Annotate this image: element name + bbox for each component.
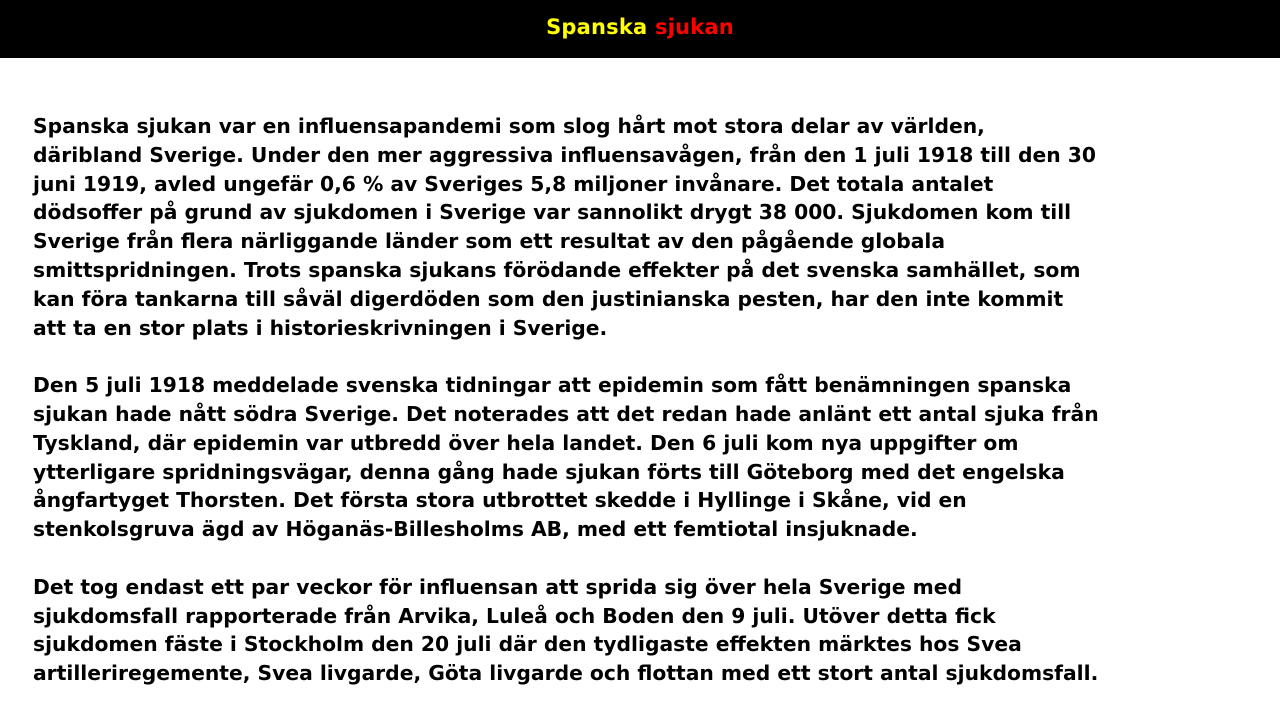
text-line: däribland Sverige. Under den mer aggressiva influensavågen, från den 1 juli 1918 till den 30 [33, 142, 1097, 167]
text-line: Tyskland, där epidemin var utbredd över hela landet. Den 6 juli kom nya uppgifter om [33, 430, 1019, 455]
title-word-sjukan: sjukan [654, 15, 734, 39]
text-line: sjukan hade nått södra Sverige. Det noterades att det redan hade anlänt ett antal sjuka från [33, 401, 1099, 426]
text-line: Sverige från flera närliggande länder som ett resultat av den pågående globala [33, 229, 946, 254]
text-line: kan föra tankarna till såväl digerdöden som den justinianska pesten, har den inte kommit [33, 286, 1064, 311]
text-line: juni 1919, avled ungefär 0,6 % av Sveriges 5,8 miljoner invånare. Det totala antalet [33, 171, 994, 196]
text-line: att ta en stor plats i historieskrivningen i Sverige. [33, 315, 608, 340]
text-line: dödsoffer på grund av sjukdomen i Sverige var sannolikt drygt 38 000. Sjukdomen kom till [33, 200, 1072, 225]
text-line: Den 5 juli 1918 meddelade svenska tidningar att epidemin som fått benämningen spanska [33, 373, 1072, 398]
text-line: Det tog endast ett par veckor för influensan att sprida sig över hela Sverige med [33, 574, 963, 599]
text-line: smittspridningen. Trots spanska sjukans förödande effekter på det svenska samhället, som [33, 257, 1081, 282]
paragraph-2 [33, 371, 1265, 544]
text-line: stenkolsgruva ägd av Höganäs-Billesholms AB, med ett femtiotal insjuknade. [33, 517, 918, 542]
text-line: artilleriregemente, Svea livgarde, Göta livgarde och flottan med ett stort antal sjukdomsfall. [33, 661, 1099, 686]
title-bar [0, 0, 1280, 58]
text-line: sjukdomsfall rapporterade från Arvika, Luleå och Boden den 9 juli. Utöver detta fick [33, 603, 996, 628]
article-body [33, 112, 1265, 717]
text-line: Spanska sjukan var en influensapandemi som slog hårt mot stora delar av världen, [33, 114, 985, 138]
page-title [546, 15, 734, 39]
text-line: ångfartyget Thorsten. Det första stora utbrottet skedde i Hyllinge i Skåne, vid en [33, 488, 967, 513]
paragraph-3 [33, 573, 1265, 688]
text-line: ytterligare spridningsvägar, denna gång hade sjukan förts till Göteborg med det engelska [33, 459, 1065, 484]
text-line: sjukdomen fäste i Stockholm den 20 juli där den tydligaste effekten märktes hos Svea [33, 632, 1022, 657]
title-word-spanska: Spanska [546, 15, 648, 39]
paragraph-1 [33, 112, 1265, 342]
